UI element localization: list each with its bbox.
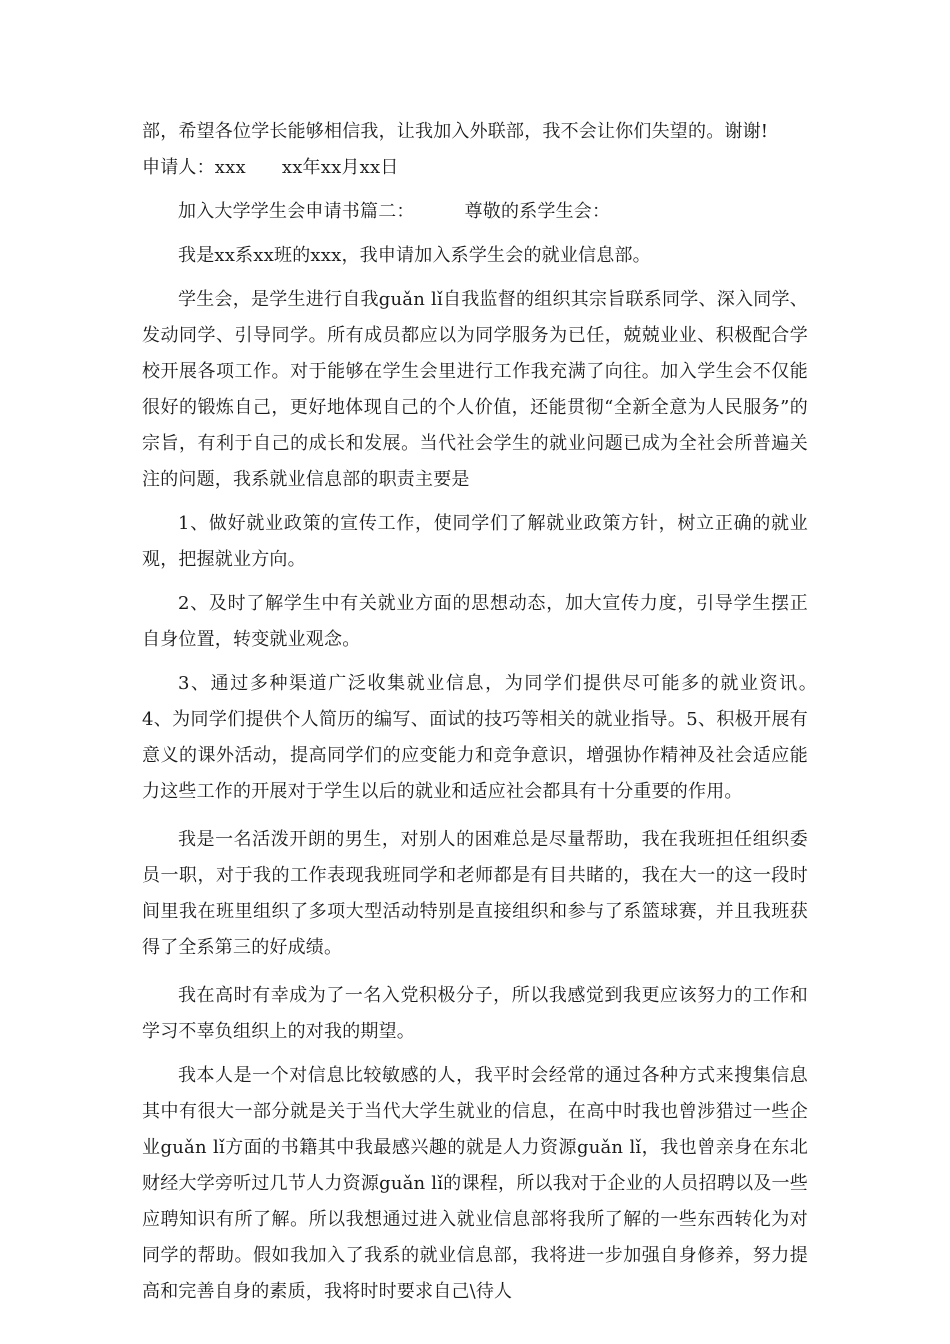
paragraph-duty-3-5: 3、通过多种渠道广泛收集就业信息，为同学们提供尽可能多的就业资讯。 4、为同学们提供个人简历的编写、面试的技巧等相关的就业指导。5、积极开展有意义的课外活动，提高同学们的应变能力和竞争意识，增强协作精神及社会适应能力这些工作的开展对于学生以后的就业和适应社会都具有十分重要的作用。 xyxy=(142,673,845,802)
application-date: xx年xx月xx日 xyxy=(281,157,399,178)
paragraph-closing: 部，希望各位学长能够相信我，让我加入外联部，我不会让你们失望的。谢谢! xyxy=(142,121,769,142)
section-title: 加入大学学生会申请书篇二： xyxy=(178,201,415,222)
applicant-name: 申请人：xxx xyxy=(142,157,246,178)
salutation: 尊敬的系学生会： xyxy=(464,201,611,222)
paragraph-intro: 我是xx系xx班的xxx，我申请加入系学生会的就业信息部。 xyxy=(178,245,651,266)
paragraph-duty-1: 1、做好就业政策的宣传工作，使同学们了解就业政策方针，树立正确的就业观，把握就业方向。 xyxy=(142,513,808,570)
paragraph-duty-2: 2、及时了解学生中有关就业方面的思想动态，加大宣传力度，引导学生摆正自身位置，转变就业观念。 xyxy=(142,593,808,650)
paragraph-student-union: 学生会，是学生进行自我guǎn lǐ自我监督的组织其宗旨联系同学、深入同学、发动同学、引导同学。所有成员都应以为同学服务为已任，兢兢业业、积极配合学校开展各项工作。对于能够在学生会里进行工作我充满了向往。加入学生会不仅能很好的锻炼自己，更好地体现自己的个人价值，还能贯彻“全新全意为人民服务”的宗旨，有利于自己的成长和发展。当代社会学生的就业问题已成为全社会所普遍关注的问题，我系就业信息部的职责主要是 xyxy=(142,289,808,490)
document-body xyxy=(142,114,845,1310)
paragraph-party-activist: 我在高时有幸成为了一名入党积极分子，所以我感觉到我更应该努力的工作和学习不辜负组织上的对我的期望。 xyxy=(142,985,808,1042)
applicant-signature-line xyxy=(142,150,808,186)
paragraph-information: 我本人是一个对信息比较敏感的人，我平时会经常的通过各种方式来搜集信息其中有很大一部分就是关于当代大学生就业的信息，在高中时我也曾涉猎过一些企业guǎn lǐ方面的书籍其中我最感兴趣的就是人力资源guǎn lǐ，我也曾亲身在东北财经大学旁听过几节人力资源guǎn lǐ的课程，所以我对于企业的人员招聘以及一些应聘知识有所了解。所以我想通过进入就业信息部将我所了解的一些东西转化为对同学的帮助。假如我加入了我系的就业信息部，我将进一步加强自身修养，努力提高和完善自身的素质，我将时时要求自己\待人 xyxy=(142,1065,808,1302)
paragraph-self-intro: 我是一名活泼开朗的男生，对别人的困难总是尽量帮助，我在我班担任组织委员一职，对于我的工作表现我班同学和老师都是有目共睹的，我在大一的这一段时间里我在班里组织了多项大型活动特别是直接组织和参与了系篮球赛，并且我班获得了全系第三的好成绩。 xyxy=(142,829,808,958)
section-heading-line xyxy=(142,194,808,230)
